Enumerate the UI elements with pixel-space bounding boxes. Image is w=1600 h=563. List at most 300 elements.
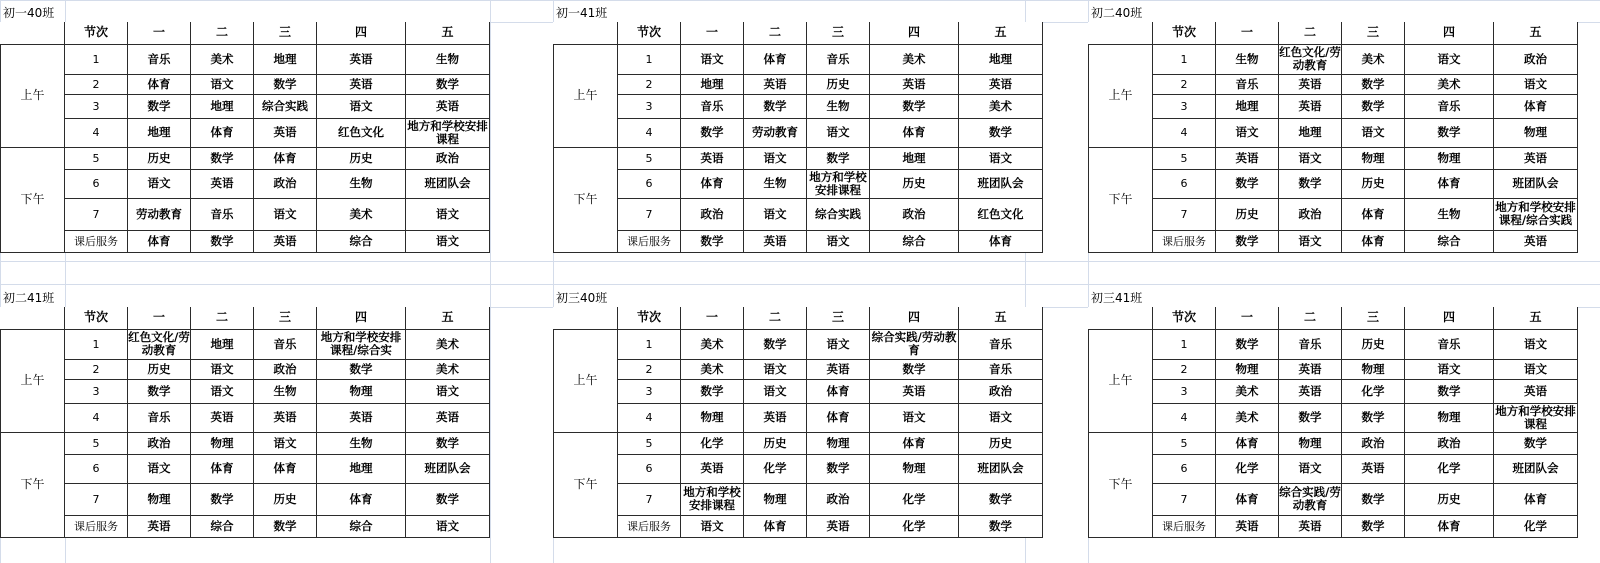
timetable — [0, 22, 490, 253]
subject-cell: 英语 — [1494, 379, 1578, 403]
period-row — [1, 379, 490, 403]
subject-cell: 数学 — [254, 74, 317, 94]
subject-cell: 美术 — [1216, 379, 1279, 403]
subject-cell: 政治 — [870, 198, 959, 230]
subject-cell: 体育 — [254, 454, 317, 483]
period-label: 1 — [1153, 44, 1216, 74]
subject-cell: 美术 — [1342, 44, 1405, 74]
subject-cell: 英语 — [191, 403, 254, 432]
subject-cell: 物理 — [1342, 359, 1405, 379]
period-row — [1, 432, 490, 454]
subject-cell: 历史 — [807, 74, 870, 94]
subject-cell: 数学 — [870, 359, 959, 379]
period-row — [554, 147, 1043, 169]
period-row — [1, 359, 490, 379]
period-label: 1 — [65, 329, 128, 359]
period-label: 3 — [65, 94, 128, 118]
subject-cell: 生物 — [317, 169, 406, 198]
subject-cell: 数学 — [128, 379, 191, 403]
subject-cell: 体育 — [128, 74, 191, 94]
period-row — [554, 230, 1043, 252]
subject-cell: 数学 — [1216, 230, 1279, 252]
corner-cell — [1, 22, 65, 44]
subject-cell: 历史 — [959, 432, 1043, 454]
subject-cell: 语文 — [807, 230, 870, 252]
period-row — [554, 432, 1043, 454]
subject-cell: 英语 — [807, 359, 870, 379]
period-label: 1 — [618, 44, 681, 74]
subject-cell: 语文 — [744, 198, 807, 230]
period-label: 课后服务 — [65, 515, 128, 537]
subject-cell: 英语 — [254, 118, 317, 147]
period-label: 3 — [65, 379, 128, 403]
subject-cell: 生物 — [317, 432, 406, 454]
subject-cell: 语文 — [1494, 74, 1578, 94]
session-afternoon: 下午 — [1, 432, 65, 537]
period-label: 课后服务 — [618, 230, 681, 252]
subject-cell: 历史 — [1216, 198, 1279, 230]
day-header: 二 — [1279, 22, 1342, 44]
subject-cell: 综合实践/劳动教育 — [870, 329, 959, 359]
subject-cell: 物理 — [317, 379, 406, 403]
subject-cell: 综合 — [870, 230, 959, 252]
subject-cell: 历史 — [744, 432, 807, 454]
subject-cell: 地理 — [870, 147, 959, 169]
period-label: 5 — [618, 147, 681, 169]
day-header: 二 — [744, 22, 807, 44]
day-header: 二 — [1279, 307, 1342, 329]
subject-cell: 政治 — [959, 379, 1043, 403]
subject-cell: 数学 — [1279, 403, 1342, 432]
subject-cell: 地理 — [1216, 94, 1279, 118]
subject-cell: 语文 — [1279, 454, 1342, 483]
subject-cell: 政治 — [1342, 432, 1405, 454]
period-row — [1089, 359, 1578, 379]
class-title: 初三41班 — [1091, 291, 1143, 305]
subject-cell: 美术 — [1216, 403, 1279, 432]
subject-cell: 语文 — [681, 515, 744, 537]
subject-cell: 综合 — [317, 515, 406, 537]
subject-cell: 体育 — [128, 230, 191, 252]
period-row — [1, 515, 490, 537]
subject-cell: 红色文化/劳动教育 — [128, 330, 190, 357]
subject-cell: 体育 — [1342, 198, 1405, 230]
period-row — [1, 94, 490, 118]
timetable-class-1 — [0, 0, 490, 253]
subject-cell: 语文 — [406, 230, 490, 252]
day-header: 一 — [1216, 307, 1279, 329]
subject-cell: 政治 — [807, 483, 870, 515]
period-label: 课后服务 — [1153, 515, 1216, 537]
period-row — [554, 483, 1043, 515]
subject-cell: 物理 — [807, 432, 870, 454]
period-row — [554, 118, 1043, 147]
class-title: 初二40班 — [1091, 6, 1143, 20]
period-label: 2 — [65, 359, 128, 379]
subject-cell: 英语 — [870, 379, 959, 403]
timetable-class-5 — [553, 285, 1043, 538]
subject-cell: 物理 — [191, 432, 254, 454]
subject-cell: 体育 — [1405, 515, 1494, 537]
subject-cell: 班团队会 — [406, 169, 490, 198]
day-header: 五 — [406, 22, 490, 44]
day-header: 一 — [128, 22, 191, 44]
subject-cell: 班团队会 — [959, 169, 1043, 198]
subject-cell: 政治 — [1279, 198, 1342, 230]
subject-cell: 综合 — [1405, 230, 1494, 252]
day-header: 三 — [254, 22, 317, 44]
subject-cell: 物理 — [1405, 147, 1494, 169]
subject-cell: 英语 — [254, 403, 317, 432]
subject-cell: 数学 — [191, 483, 254, 515]
subject-cell: 历史 — [1342, 329, 1405, 359]
period-label: 课后服务 — [1153, 230, 1216, 252]
subject-cell: 音乐 — [191, 198, 254, 230]
subject-cell: 语文 — [1279, 230, 1342, 252]
timetable — [1088, 22, 1578, 253]
subject-cell: 物理 — [1279, 432, 1342, 454]
period-label: 课后服务 — [65, 230, 128, 252]
subject-cell: 班团队会 — [1494, 169, 1578, 198]
period-label: 6 — [1153, 454, 1216, 483]
subject-cell: 英语 — [406, 94, 490, 118]
period-row — [1089, 379, 1578, 403]
subject-cell: 生物 — [254, 379, 317, 403]
period-label: 5 — [65, 432, 128, 454]
subject-cell: 数学 — [1342, 74, 1405, 94]
session-afternoon: 下午 — [554, 147, 618, 252]
period-label: 3 — [618, 379, 681, 403]
subject-cell: 音乐 — [128, 44, 191, 74]
timetable-class-2 — [553, 0, 1043, 253]
period-row — [554, 74, 1043, 94]
subject-cell: 英语 — [1279, 359, 1342, 379]
subject-cell: 政治 — [681, 198, 744, 230]
subject-cell: 化学 — [744, 454, 807, 483]
subject-cell: 英语 — [744, 403, 807, 432]
subject-cell: 语文 — [807, 329, 870, 359]
subject-cell: 物理 — [870, 454, 959, 483]
subject-cell: 地理 — [317, 454, 406, 483]
subject-cell: 语文 — [1342, 118, 1405, 147]
session-afternoon: 下午 — [554, 432, 618, 537]
header-row — [1, 22, 490, 44]
subject-cell: 美术 — [1405, 74, 1494, 94]
subject-cell: 班团队会 — [406, 454, 490, 483]
class-title: 初三40班 — [556, 291, 608, 305]
day-header: 三 — [807, 22, 870, 44]
subject-cell: 政治 — [254, 169, 317, 198]
subject-cell: 英语 — [681, 147, 744, 169]
subject-cell: 化学 — [1216, 454, 1279, 483]
subject-cell: 数学 — [870, 94, 959, 118]
timetable-class-3 — [1088, 0, 1578, 253]
period-label: 7 — [65, 198, 128, 230]
subject-cell: 数学 — [1342, 483, 1405, 515]
subject-cell: 语文 — [254, 432, 317, 454]
period-label: 1 — [1153, 329, 1216, 359]
header-row — [554, 307, 1043, 329]
subject-cell: 政治 — [1405, 432, 1494, 454]
period-label: 2 — [65, 74, 128, 94]
period-row — [1089, 454, 1578, 483]
period-row — [1089, 118, 1578, 147]
subject-cell: 历史 — [128, 359, 191, 379]
subject-cell: 历史 — [1342, 169, 1405, 198]
subject-cell: 英语 — [254, 230, 317, 252]
period-label: 6 — [618, 169, 681, 198]
subject-cell: 化学 — [870, 483, 959, 515]
period-row — [1089, 74, 1578, 94]
subject-cell: 数学 — [959, 483, 1043, 515]
subject-cell: 体育 — [681, 169, 744, 198]
period-row — [1089, 403, 1578, 432]
subject-cell: 美术 — [406, 359, 490, 379]
subject-cell: 物理 — [1216, 359, 1279, 379]
subject-cell: 英语 — [406, 403, 490, 432]
subject-cell: 美术 — [317, 198, 406, 230]
subject-cell: 数学 — [191, 147, 254, 169]
period-row — [1089, 198, 1578, 230]
subject-cell: 数学 — [959, 118, 1043, 147]
subject-cell: 体育 — [317, 483, 406, 515]
period-label: 6 — [618, 454, 681, 483]
subject-cell: 数学 — [406, 74, 490, 94]
subject-cell: 语文 — [406, 379, 490, 403]
subject-cell: 英语 — [681, 454, 744, 483]
subject-cell: 数学 — [681, 379, 744, 403]
period-header: 节次 — [65, 22, 128, 44]
period-label: 4 — [65, 403, 128, 432]
day-header: 五 — [959, 307, 1043, 329]
subject-cell: 语文 — [254, 198, 317, 230]
timetable-class-4 — [0, 285, 490, 538]
subject-cell: 语文 — [1494, 359, 1578, 379]
subject-cell: 生物 — [406, 44, 490, 74]
period-label: 4 — [65, 118, 128, 147]
period-label: 课后服务 — [618, 515, 681, 537]
subject-cell: 历史 — [1405, 483, 1494, 515]
subject-cell: 物理 — [681, 403, 744, 432]
day-header: 四 — [870, 307, 959, 329]
subject-cell: 语文 — [191, 379, 254, 403]
subject-cell: 英语 — [1279, 379, 1342, 403]
subject-cell: 音乐 — [1405, 94, 1494, 118]
corner-cell — [1089, 307, 1153, 329]
subject-cell: 数学 — [807, 454, 870, 483]
subject-cell: 音乐 — [959, 329, 1043, 359]
period-row — [554, 379, 1043, 403]
subject-cell: 英语 — [1494, 147, 1578, 169]
subject-cell: 劳动教育 — [128, 198, 191, 230]
period-header: 节次 — [618, 307, 681, 329]
subject-cell: 英语 — [1279, 515, 1342, 537]
subject-cell: 语文 — [406, 198, 490, 230]
subject-cell: 数学 — [959, 515, 1043, 537]
subject-cell: 数学 — [807, 147, 870, 169]
period-header: 节次 — [1153, 307, 1216, 329]
subject-cell: 地方和学校安排课程 — [807, 169, 870, 198]
subject-cell: 语文 — [128, 454, 191, 483]
corner-cell — [554, 307, 618, 329]
subject-cell: 音乐 — [807, 44, 870, 74]
subject-cell: 政治 — [406, 147, 490, 169]
subject-cell: 历史 — [317, 147, 406, 169]
header-row — [1089, 307, 1578, 329]
subject-cell: 美术 — [959, 94, 1043, 118]
day-header: 二 — [191, 307, 254, 329]
session-morning: 上午 — [1, 44, 65, 147]
subject-cell: 英语 — [1494, 230, 1578, 252]
subject-cell: 英语 — [1279, 74, 1342, 94]
period-label: 5 — [618, 432, 681, 454]
subject-cell: 综合实践 — [807, 198, 870, 230]
subject-cell: 美术 — [191, 44, 254, 74]
subject-cell: 地理 — [959, 44, 1043, 74]
subject-cell: 英语 — [191, 169, 254, 198]
period-row — [1089, 515, 1578, 537]
subject-cell: 语文 — [744, 379, 807, 403]
subject-cell: 综合实践 — [254, 94, 317, 118]
subject-cell: 历史 — [870, 169, 959, 198]
subject-cell: 红色文化/劳动教育 — [1279, 45, 1341, 72]
subject-cell: 物理 — [1494, 118, 1578, 147]
subject-cell: 综合实践/劳动教育 — [1279, 483, 1342, 515]
subject-cell: 生物 — [807, 94, 870, 118]
subject-cell: 英语 — [317, 44, 406, 74]
subject-cell: 语文 — [744, 147, 807, 169]
subject-cell: 数学 — [1342, 515, 1405, 537]
subject-cell: 化学 — [1342, 379, 1405, 403]
period-label: 2 — [1153, 74, 1216, 94]
day-header: 四 — [317, 22, 406, 44]
subject-cell: 语文 — [1405, 359, 1494, 379]
header-row — [1, 307, 490, 329]
period-row — [1, 454, 490, 483]
header-row — [554, 22, 1043, 44]
subject-cell: 音乐 — [1216, 74, 1279, 94]
subject-cell: 体育 — [807, 379, 870, 403]
subject-cell: 美术 — [681, 329, 744, 359]
subject-cell: 地方和学校安排课程 — [407, 118, 488, 146]
day-header: 一 — [128, 307, 191, 329]
subject-cell: 生物 — [1405, 198, 1494, 230]
subject-cell: 音乐 — [959, 359, 1043, 379]
corner-cell — [1089, 22, 1153, 44]
subject-cell: 语文 — [1216, 118, 1279, 147]
day-header: 五 — [406, 307, 490, 329]
subject-cell: 数学 — [254, 515, 317, 537]
day-header: 五 — [1494, 22, 1578, 44]
subject-cell: 化学 — [1494, 515, 1578, 537]
subject-cell: 数学 — [1216, 329, 1279, 359]
day-header: 一 — [681, 22, 744, 44]
day-header: 四 — [870, 22, 959, 44]
subject-cell: 地方和学校安排课程 — [681, 483, 744, 515]
period-label: 2 — [618, 74, 681, 94]
period-row — [554, 454, 1043, 483]
subject-cell: 语文 — [128, 169, 191, 198]
period-row — [1, 483, 490, 515]
period-row — [1089, 329, 1578, 359]
subject-cell: 班团队会 — [959, 454, 1043, 483]
period-row — [554, 44, 1043, 74]
period-label: 4 — [618, 118, 681, 147]
subject-cell: 地理 — [191, 329, 254, 359]
subject-cell: 英语 — [1342, 454, 1405, 483]
day-header: 四 — [1405, 307, 1494, 329]
day-header: 一 — [1216, 22, 1279, 44]
day-header: 一 — [681, 307, 744, 329]
subject-cell: 地理 — [681, 74, 744, 94]
subject-cell: 物理 — [1342, 147, 1405, 169]
session-morning: 上午 — [1, 329, 65, 432]
period-row — [1089, 230, 1578, 252]
subject-cell: 地方和学校安排课程/综合实 — [317, 329, 406, 359]
subject-cell: 数学 — [744, 94, 807, 118]
period-label: 7 — [618, 483, 681, 515]
period-label: 1 — [65, 44, 128, 74]
subject-cell: 数学 — [1279, 169, 1342, 198]
period-row — [1, 147, 490, 169]
subject-cell: 数学 — [1405, 379, 1494, 403]
period-row — [1, 403, 490, 432]
subject-cell: 英语 — [1216, 147, 1279, 169]
session-morning: 上午 — [554, 329, 618, 432]
timetable — [0, 307, 490, 538]
subject-cell: 语文 — [1279, 147, 1342, 169]
subject-cell: 美术 — [681, 359, 744, 379]
subject-cell: 班团队会 — [1494, 454, 1578, 483]
subject-cell: 历史 — [254, 483, 317, 515]
subject-cell: 英语 — [317, 74, 406, 94]
subject-cell: 英语 — [870, 74, 959, 94]
subject-cell: 地理 — [128, 118, 191, 147]
period-label: 6 — [1153, 169, 1216, 198]
period-label: 7 — [618, 198, 681, 230]
subject-cell: 英语 — [807, 515, 870, 537]
subject-cell: 体育 — [1405, 169, 1494, 198]
timetable — [553, 22, 1043, 253]
period-label: 1 — [618, 329, 681, 359]
subject-cell: 物理 — [128, 483, 191, 515]
period-label: 3 — [618, 94, 681, 118]
period-label: 6 — [65, 169, 128, 198]
subject-cell: 语文 — [191, 74, 254, 94]
subject-cell: 体育 — [744, 515, 807, 537]
day-header: 四 — [317, 307, 406, 329]
subject-cell: 英语 — [1216, 515, 1279, 537]
corner-cell — [554, 22, 618, 44]
class-title: 初一41班 — [556, 6, 608, 20]
subject-cell: 数学 — [128, 94, 191, 118]
subject-cell: 化学 — [681, 432, 744, 454]
header-row — [1089, 22, 1578, 44]
subject-cell: 语文 — [681, 44, 744, 74]
day-header: 二 — [191, 22, 254, 44]
subject-cell: 语文 — [1405, 44, 1494, 74]
subject-cell: 英语 — [1279, 94, 1342, 118]
period-row — [554, 169, 1043, 198]
subject-cell: 语文 — [959, 403, 1043, 432]
period-row — [1089, 483, 1578, 515]
subject-cell: 音乐 — [128, 403, 191, 432]
subject-cell: 体育 — [870, 432, 959, 454]
subject-cell: 数学 — [406, 483, 490, 515]
period-row — [1089, 94, 1578, 118]
subject-cell: 数学 — [744, 329, 807, 359]
period-row — [554, 403, 1043, 432]
